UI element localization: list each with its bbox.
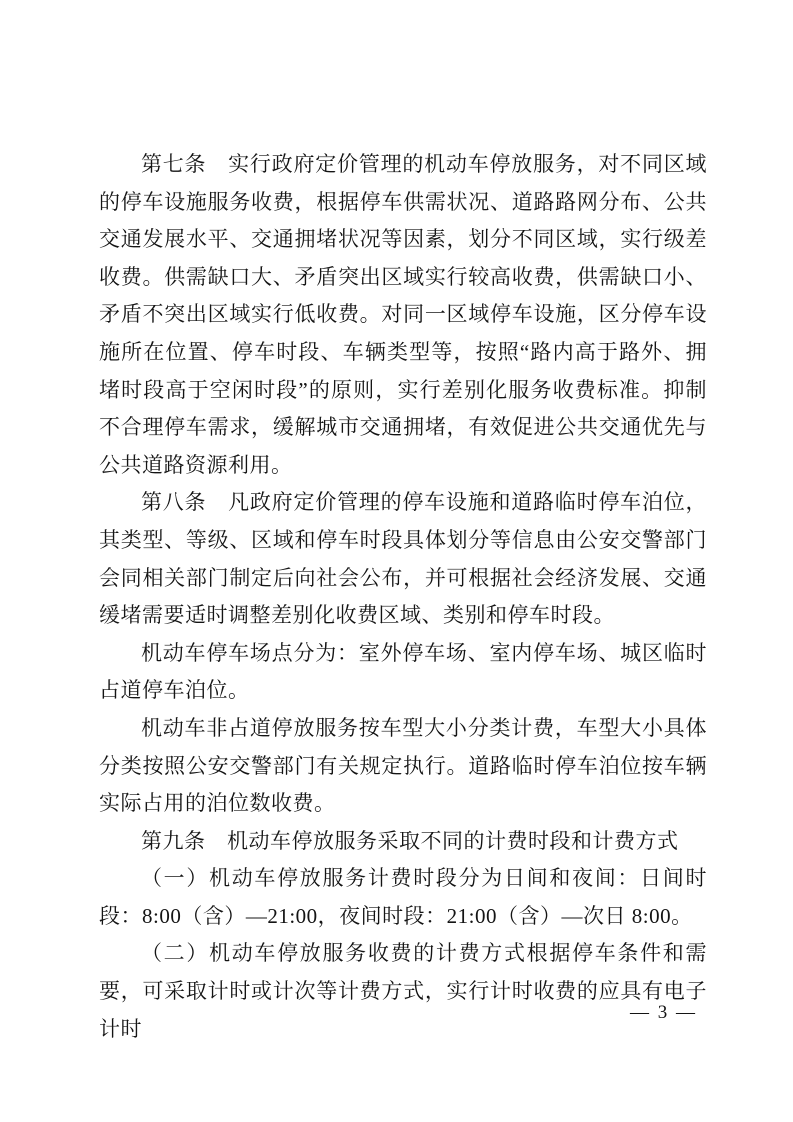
paragraph-offstreet-billing: 机动车非占道停放服务按车型大小分类计费，车型大小具体分类按照公安交警部门有关规定执行。道路临时停车泊位按车辆实际占用的泊位数收费。 [99, 715, 707, 816]
page-number: — 3 — [630, 1002, 697, 1023]
document-body [99, 146, 707, 1048]
paragraph-parking-types: 机动车停车场点分为：室外停车场、室内停车场、城区临时占道停车泊位。 [99, 640, 707, 703]
paragraph-article-9: 第九条 机动车停放服务采取不同的计费时段和计费方式 [141, 828, 679, 853]
paragraph-article-7: 第七条 实行政府定价管理的机动车停放服务，对不同区域的停车设施服务收费，根据停车供需状况、道路路网分布、公共交通发展水平、交通拥堵状况等因素，划分不同区域，实行级差收费。供需缺口大、矛盾突出区域实行较高收费，供需缺口小、矛盾不突出区域实行低收费。对同一区域停车设施，区分停车设施所在位置、停车时段、车辆类型等，按照“路内高于路外、拥堵时段高于空闲时段”的原则，实行差别化服务收费标准。抑制不合理停车需求，缓解城市交通拥堵，有效促进公共交通优先与公共道路资源利用。 [99, 152, 707, 477]
paragraph-article-8: 第八条 凡政府定价管理的停车设施和道路临时停车泊位，其类型、等级、区域和停车时段具体划分等信息由公安交警部门会同相关部门制定后向社会公布，并可根据社会经济发展、交通缓堵需要适时调整差别化收费区域、类别和停车时段。 [99, 490, 707, 628]
paragraph-item-1: （一）机动车停放服务计费时段分为日间和夜间：日间时段：8:00（含）—21:00，夜间时段：21:00（含）—次日 8:00。 [99, 866, 707, 928]
paragraph-item-2: （二）机动车停放服务收费的计费方式根据停车条件和需要，可采取计时或计次等计费方式，实行计时收费的应具有电子计时 [99, 941, 707, 1041]
